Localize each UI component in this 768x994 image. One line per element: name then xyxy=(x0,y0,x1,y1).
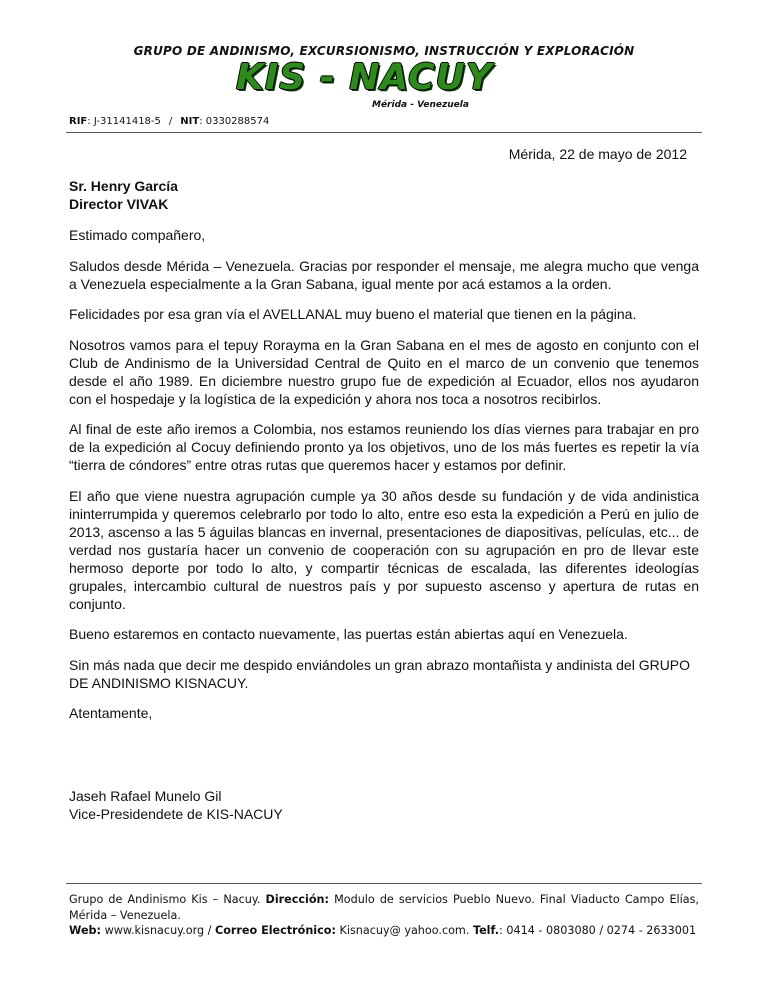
signature-block xyxy=(69,787,283,823)
letter-body xyxy=(69,226,699,735)
footer-phone-label: Telf. xyxy=(472,924,500,937)
closing: Atentamente, xyxy=(69,705,153,721)
recipient-title: Director VIVAK xyxy=(69,196,169,212)
footer-web-label: Web: xyxy=(69,924,102,937)
footer-org: Grupo de Andinismo Kis – Nacuy. xyxy=(69,893,261,906)
organization-name: GRUPO DE ANDINISMO, EXCURSIONISMO, INSTRUCCIÓN Y EXPLORACIÓN xyxy=(133,44,635,58)
logo-kis-nacuy: KIS - NACUY xyxy=(236,57,493,98)
rif-value: : J-31141418-5 xyxy=(87,116,161,127)
paragraph: Saludos desde Mérida – Venezuela. Gracias por responder el mensaje, me alegra mucho que venga a Venezuela especialmente a la Gran Sabana, igual mente por acá estamos a la orden. xyxy=(69,257,699,292)
rif-label: RIF xyxy=(69,116,88,127)
paragraph: Al final de este año iremos a Colombia, nos estamos reuniendo los días viernes para trabajar en pro de la expedición al Cocuy definiendo pronto ya los objetivos, uno de los más fuertes es repetir la vía “tierra de cóndores” entre otras rutas que queremos hacer y estamos por definir. xyxy=(69,421,699,473)
footer-email: Kisnacuy@ yahoo.com. xyxy=(339,924,470,937)
footer-phone: : 0414 - 0803080 / 0274 - 2633001 xyxy=(499,924,697,937)
footer-address-label: Dirección: xyxy=(265,893,329,906)
signer-name: Jaseh Rafael Munelo Gil xyxy=(69,788,222,804)
header-divider xyxy=(66,132,702,133)
greeting: Estimado compañero, xyxy=(69,227,206,243)
paragraph: El año que viene nuestra agrupación cumple ya 30 años desde su fundación y de vida andinistica ininterrumpida y queremos celebrarlo por todo lo alto, entre eso esta la expedición a Perú en julio de 2013, ascenso a las 5 águilas blancas en invernal, presentaciones de diapositivas, películas, etc... de verdad nos gustaría hacer un convenio de cooperación con su agrupación en pro de llevar este hermoso deporte por todo lo alto, y compartir técnicas de escalada, las diferentes ideologías grupales, intercambio cultural de nuestros país y por supuesto ascenso y apertura de rutas en conjunto. xyxy=(69,487,699,612)
paragraph: Felicidades por esa gran vía el AVELLANAL muy bueno el material que tienen en la página. xyxy=(69,306,637,322)
tax-ids xyxy=(69,116,269,127)
paragraph: Sin más nada que decir me despido enviándoles un gran abrazo montañista y andinista del GRUPO DE ANDINISMO KISNACUY. xyxy=(69,656,691,691)
recipient-name: Sr. Henry García xyxy=(69,178,178,194)
footer-web: www.kisnacuy.org / xyxy=(104,924,212,937)
footer xyxy=(69,892,699,939)
footer-email-label: Correo Electrónico: xyxy=(214,924,336,937)
footer-divider xyxy=(66,883,702,884)
paragraph: Nosotros vamos para el tepuy Rorayma en la Gran Sabana en el mes de agosto en conjunto con el Club de Andinismo de la Universidad Central de Quito en el marco de un convenio que tenemos desde el año 1989. En diciembre nuestro grupo fue de expedición al Ecuador, ellos nos ayudaron con el hospedaje y la logística de la expedición y ahora nos toca a nosotros recibirlos. xyxy=(69,336,699,407)
logo-location: Mérida - Venezuela xyxy=(372,100,469,110)
paragraph: Bueno estaremos en contacto nuevamente, las puertas están abiertas aquí en Venezuela. xyxy=(69,626,628,642)
letter-date: Mérida, 22 de mayo de 2012 xyxy=(508,146,687,162)
ids-separator: / xyxy=(168,116,173,127)
footer-address: Modulo de servicios Pueblo Nuevo. Final Viaducto Campo Elías, Mérida – Venezuela. xyxy=(69,893,699,922)
nit-label: NIT xyxy=(180,116,200,127)
nit-value: : 0330288574 xyxy=(199,116,270,127)
signer-title: Vice-Presidendete de KIS-NACUY xyxy=(69,806,283,822)
recipient-block xyxy=(69,177,178,213)
